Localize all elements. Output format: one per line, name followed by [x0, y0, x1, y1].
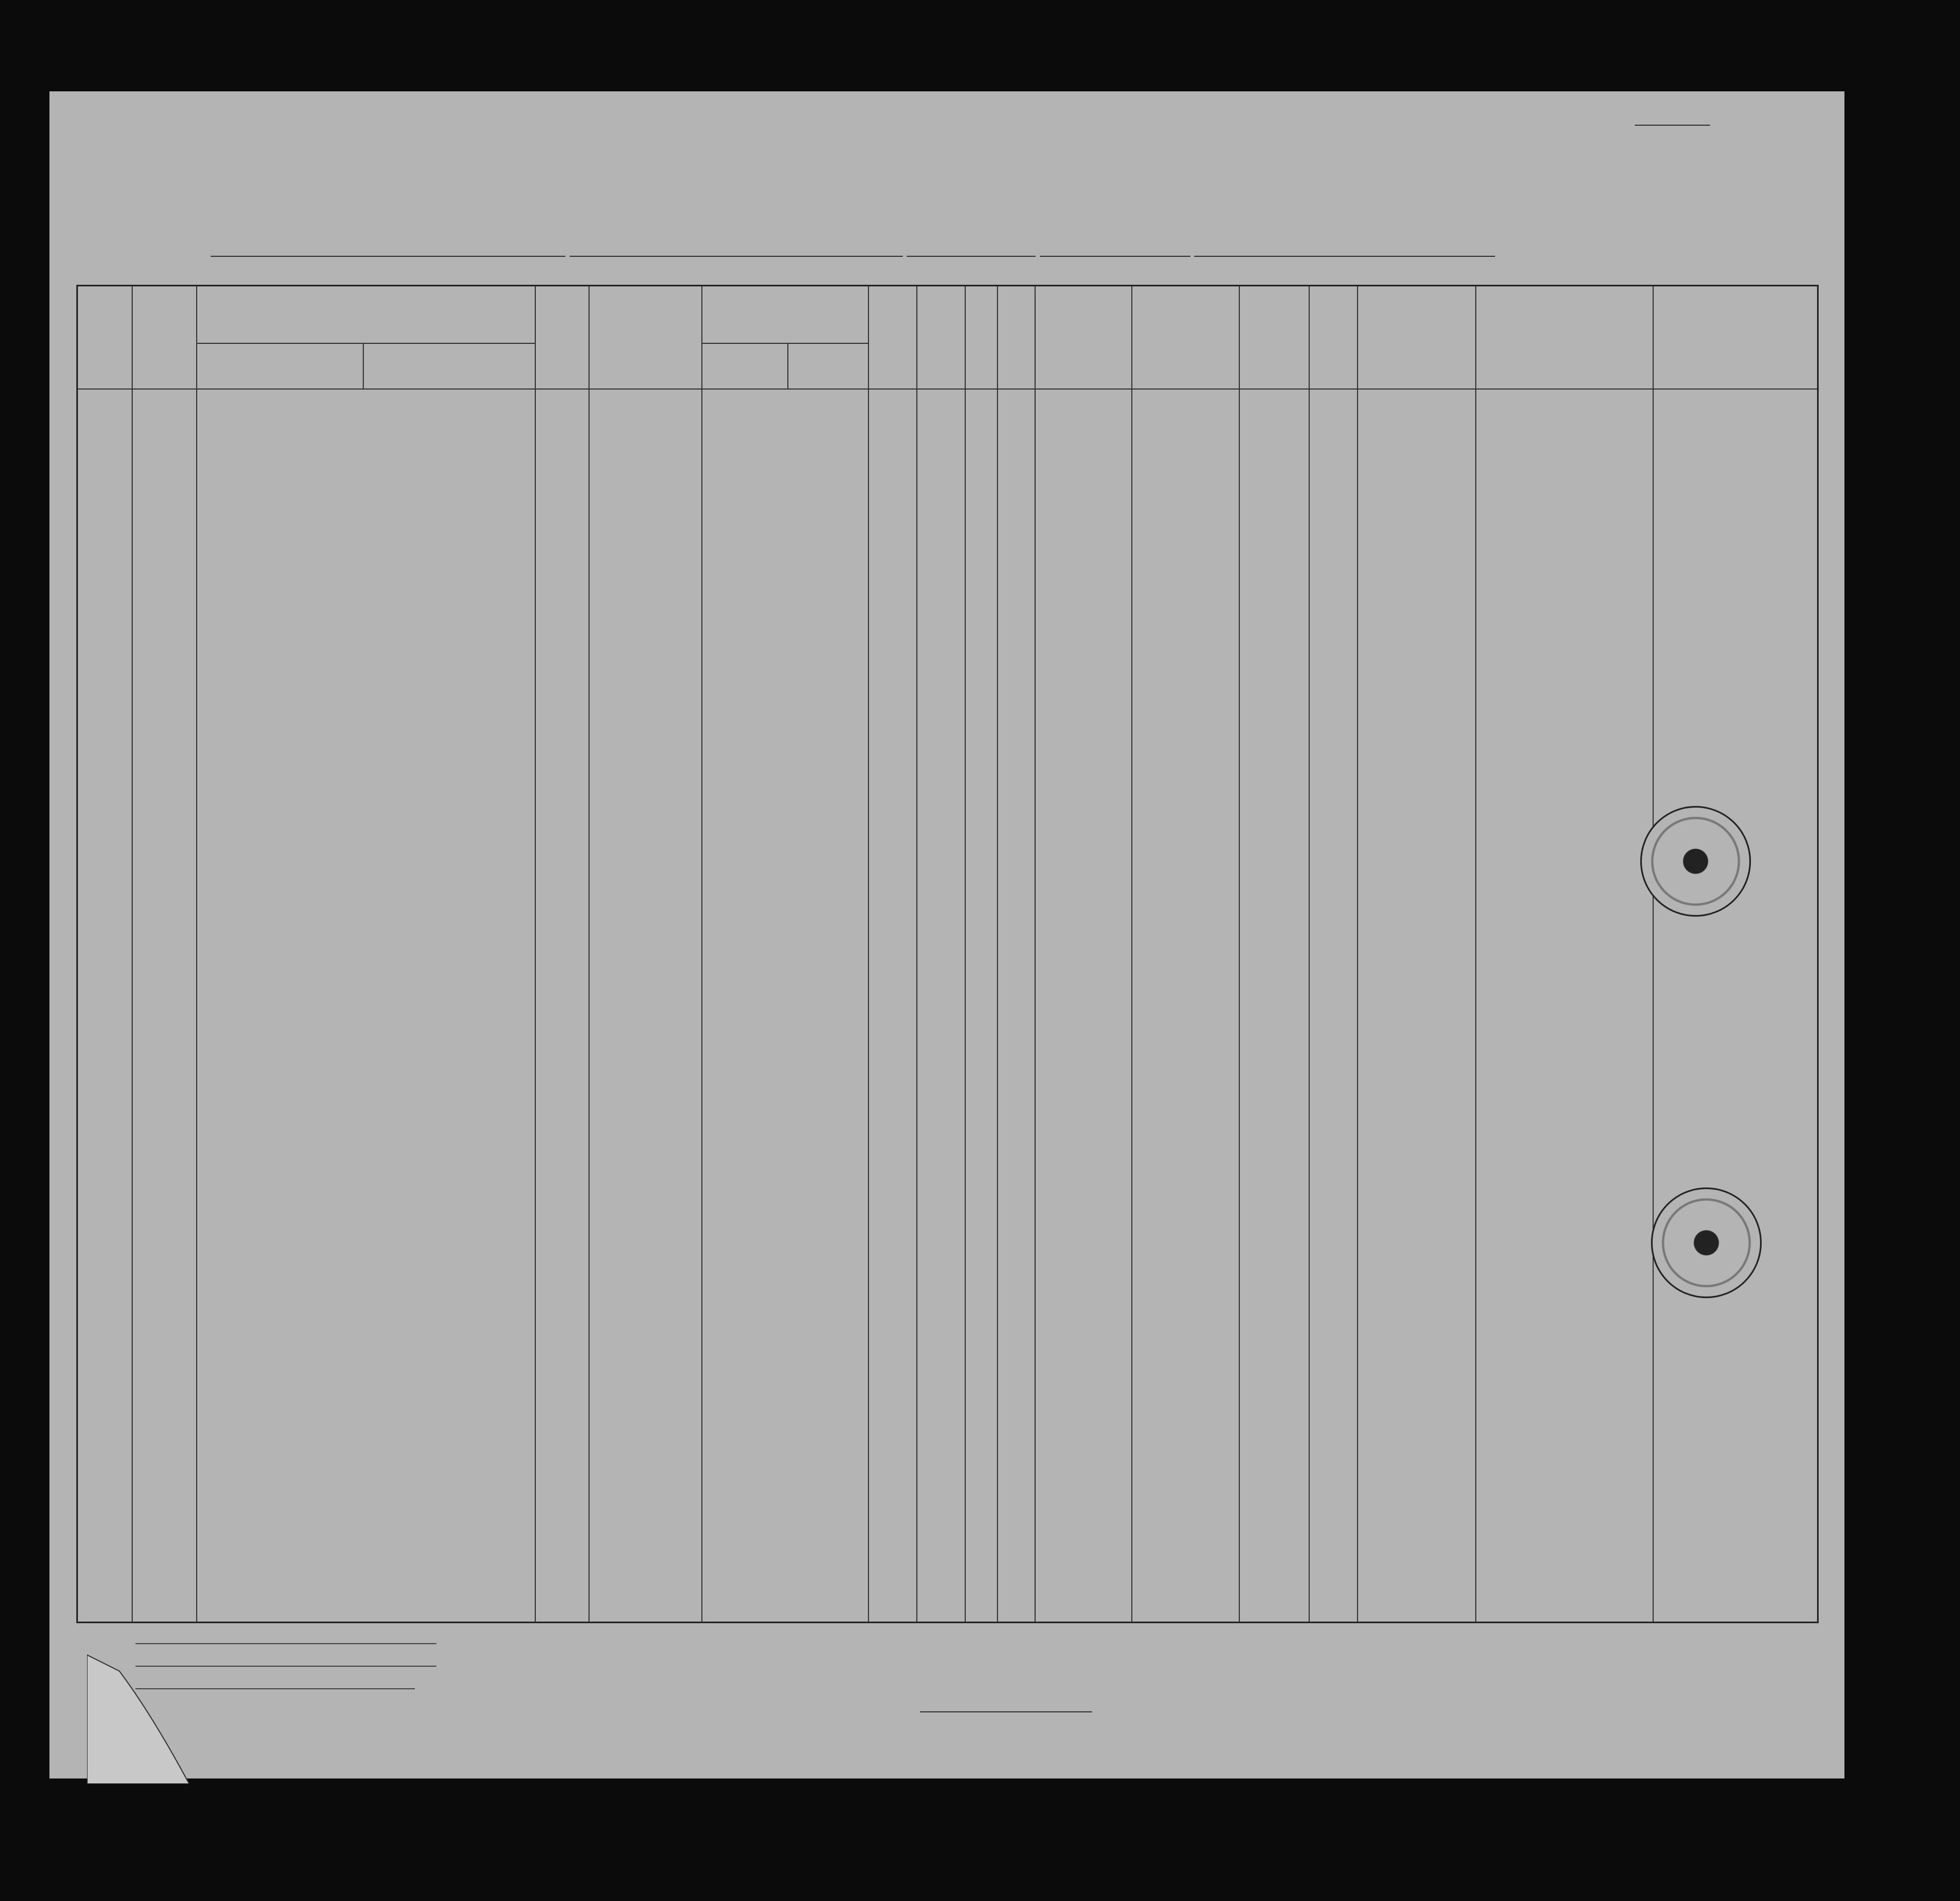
column-rule	[701, 286, 702, 1622]
column-rule	[588, 286, 590, 1622]
column-rule	[868, 286, 869, 1622]
column-rule	[916, 286, 917, 1622]
arriving-port	[570, 256, 903, 257]
line-underline	[135, 1643, 436, 1644]
vessel-name	[211, 256, 565, 257]
header-subrule	[701, 343, 868, 344]
column-rule	[997, 286, 998, 1622]
manifest-sheet	[49, 91, 1844, 1778]
column-rule	[196, 286, 197, 1622]
crew-table	[76, 285, 1819, 1623]
arriving-country	[907, 256, 1036, 257]
column-rule	[1239, 286, 1240, 1622]
immigration-seal-stamp	[1651, 1187, 1762, 1298]
column-rule	[1309, 286, 1310, 1622]
immigration-seal-stamp	[1640, 806, 1751, 917]
shipped-subrule	[787, 343, 788, 388]
page-corner-curl	[87, 1650, 189, 1784]
arrival-date	[1040, 256, 1190, 257]
column-rule	[1653, 286, 1654, 1622]
vessel-line	[211, 243, 1495, 261]
column-rule	[1035, 286, 1036, 1622]
sheet-number-value	[1635, 125, 1710, 126]
column-rule	[1475, 286, 1476, 1622]
column-rule	[1131, 286, 1132, 1622]
column-rule	[965, 286, 966, 1622]
header-subrule	[196, 343, 535, 344]
sheet-number	[1635, 113, 1710, 130]
column-rule	[535, 286, 536, 1622]
date-stamp	[44, 962, 152, 1069]
line-field	[135, 1633, 436, 1647]
from-port	[1194, 256, 1495, 257]
column-rule	[1357, 286, 1358, 1622]
name-subrule	[363, 343, 364, 388]
inspector-signature	[716, 1660, 1103, 1719]
header-rule	[78, 388, 1817, 390]
